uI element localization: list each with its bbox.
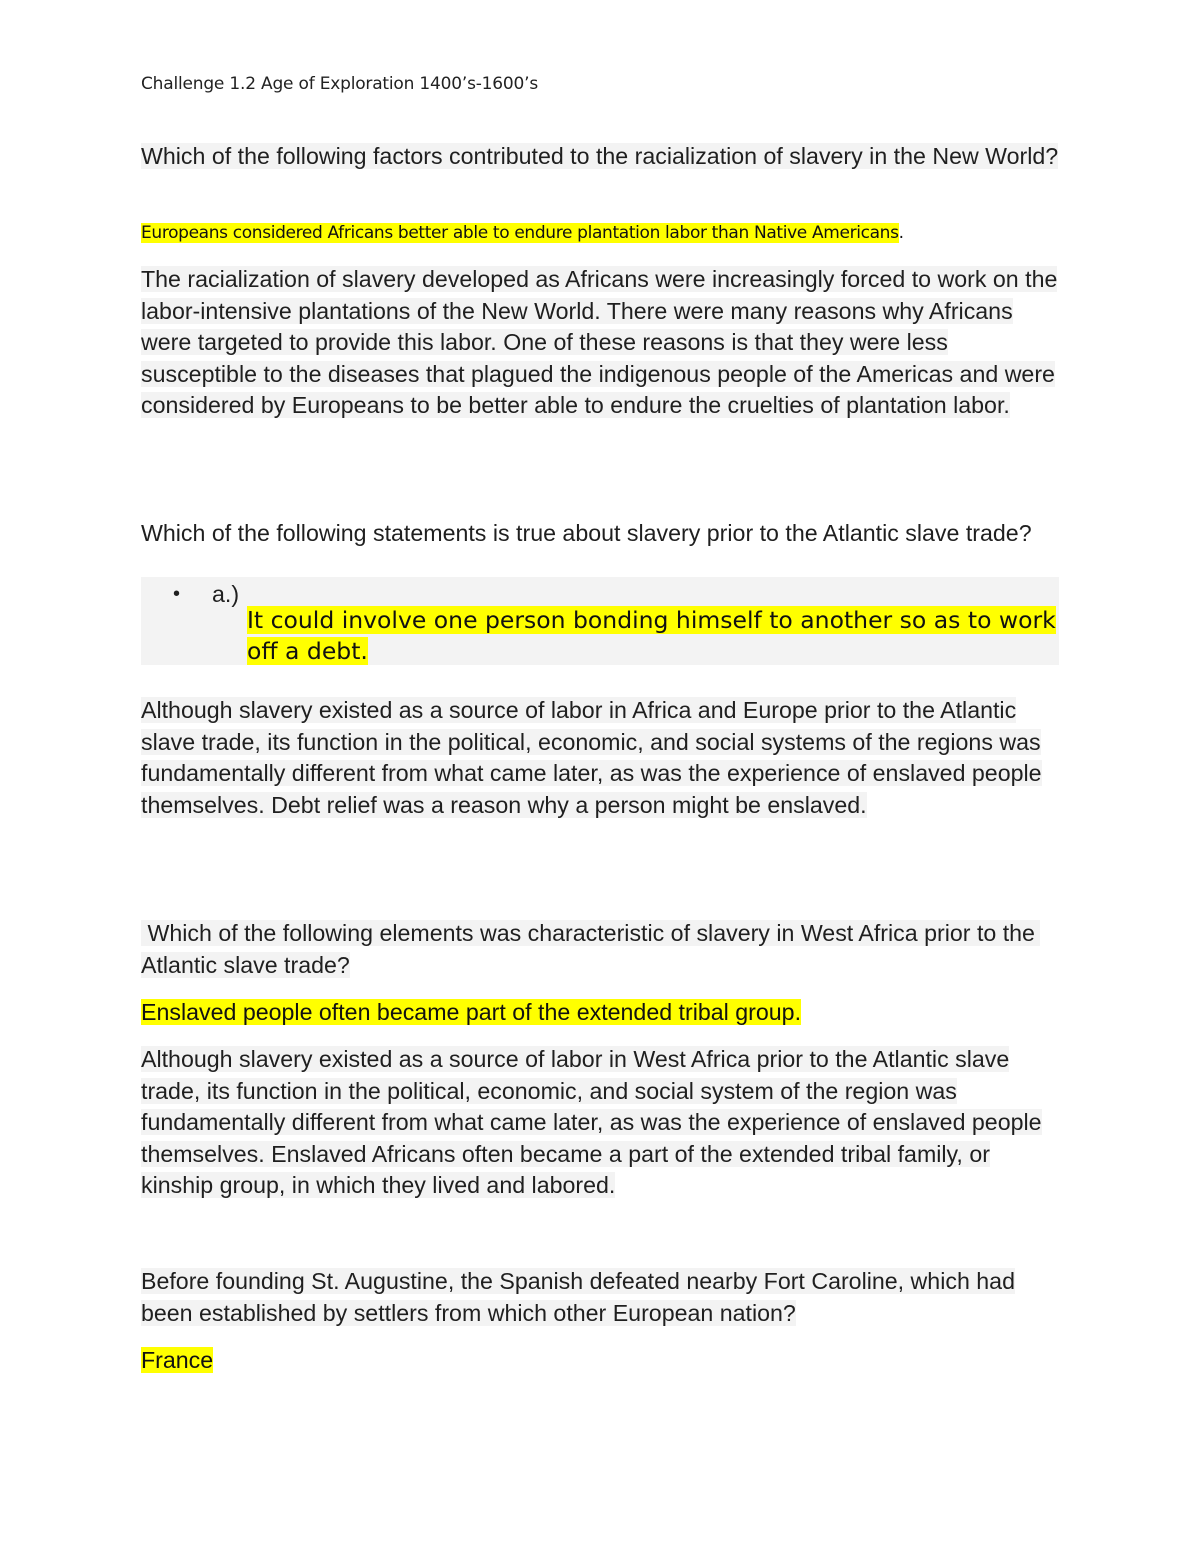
question-3-text: Which of the following elements was characteristic of slavery in West Africa prior to the Atlantic slave trade?: [141, 920, 1041, 978]
question-2-text: Which of the following statements is true about slavery prior to the Atlantic slave trade?: [141, 520, 1032, 546]
bullet-icon: •: [173, 583, 181, 605]
explanation-1: [141, 264, 1061, 422]
answer-3-text: Enslaved people often became part of the extended tribal group.: [141, 999, 802, 1025]
option-list-item: [141, 577, 1059, 665]
answer-1-text: Europeans considered Africans better able to endure plantation labor than Native Americans: [141, 223, 899, 243]
explanation-3-text: Although slavery existed as a source of labor in West Africa prior to the Atlantic slave trade, its function in the political, economic, and social system of the region was fundamentally different from what came later, as was the experience of enslaved people themselves. Enslaved Africans often became a part of the extended tribal family, or kinship group, in which they lived and labored.: [141, 1046, 1042, 1198]
answer-4-text: France: [141, 1347, 214, 1373]
explanation-2-text: Although slavery existed as a source of labor in Africa and Europe prior to the Atlantic slave trade, its function in the political, economic, and social systems of the regions was fundamentally different from what came later, as was the experience of enslaved people themselves. Debt relief was a reason why a person might be enslaved.: [141, 697, 1042, 818]
question-1: [141, 141, 1061, 173]
answer-3: [141, 997, 801, 1029]
explanation-1-text: The racialization of slavery developed as Africans were increasingly forced to work on the labor-intensive plantations of the New World. There were many reasons why Africans were targeted to provide this labor. One of these reasons is that they were less susceptible to the diseases that plagued the indigenous people of the Americas and were considered by Europeans to be better able to endure the cruelties of plantation labor.: [141, 266, 1058, 418]
question-2: [141, 518, 1061, 550]
answer-2-text: It could involve one person bonding himself to another so as to work off a debt.: [247, 606, 1056, 665]
question-3: [141, 918, 1061, 981]
question-4: [141, 1266, 1061, 1329]
answer-1-period: .: [898, 223, 904, 243]
answer-4: [141, 1345, 213, 1377]
question-1-text: Which of the following factors contributed to the racialization of slavery in the New World?: [141, 143, 1059, 169]
answer-2: [247, 605, 1059, 666]
answer-1: [141, 223, 904, 243]
document-title: Challenge 1.2 Age of Exploration 1400’s-1600’s: [141, 74, 538, 94]
question-4-text: Before founding St. Augustine, the Spanish defeated nearby Fort Caroline, which had been established by settlers from which other European nation?: [141, 1268, 1015, 1326]
explanation-2: [141, 695, 1061, 821]
option-label: a.): [212, 581, 240, 607]
explanation-3: [141, 1044, 1061, 1202]
